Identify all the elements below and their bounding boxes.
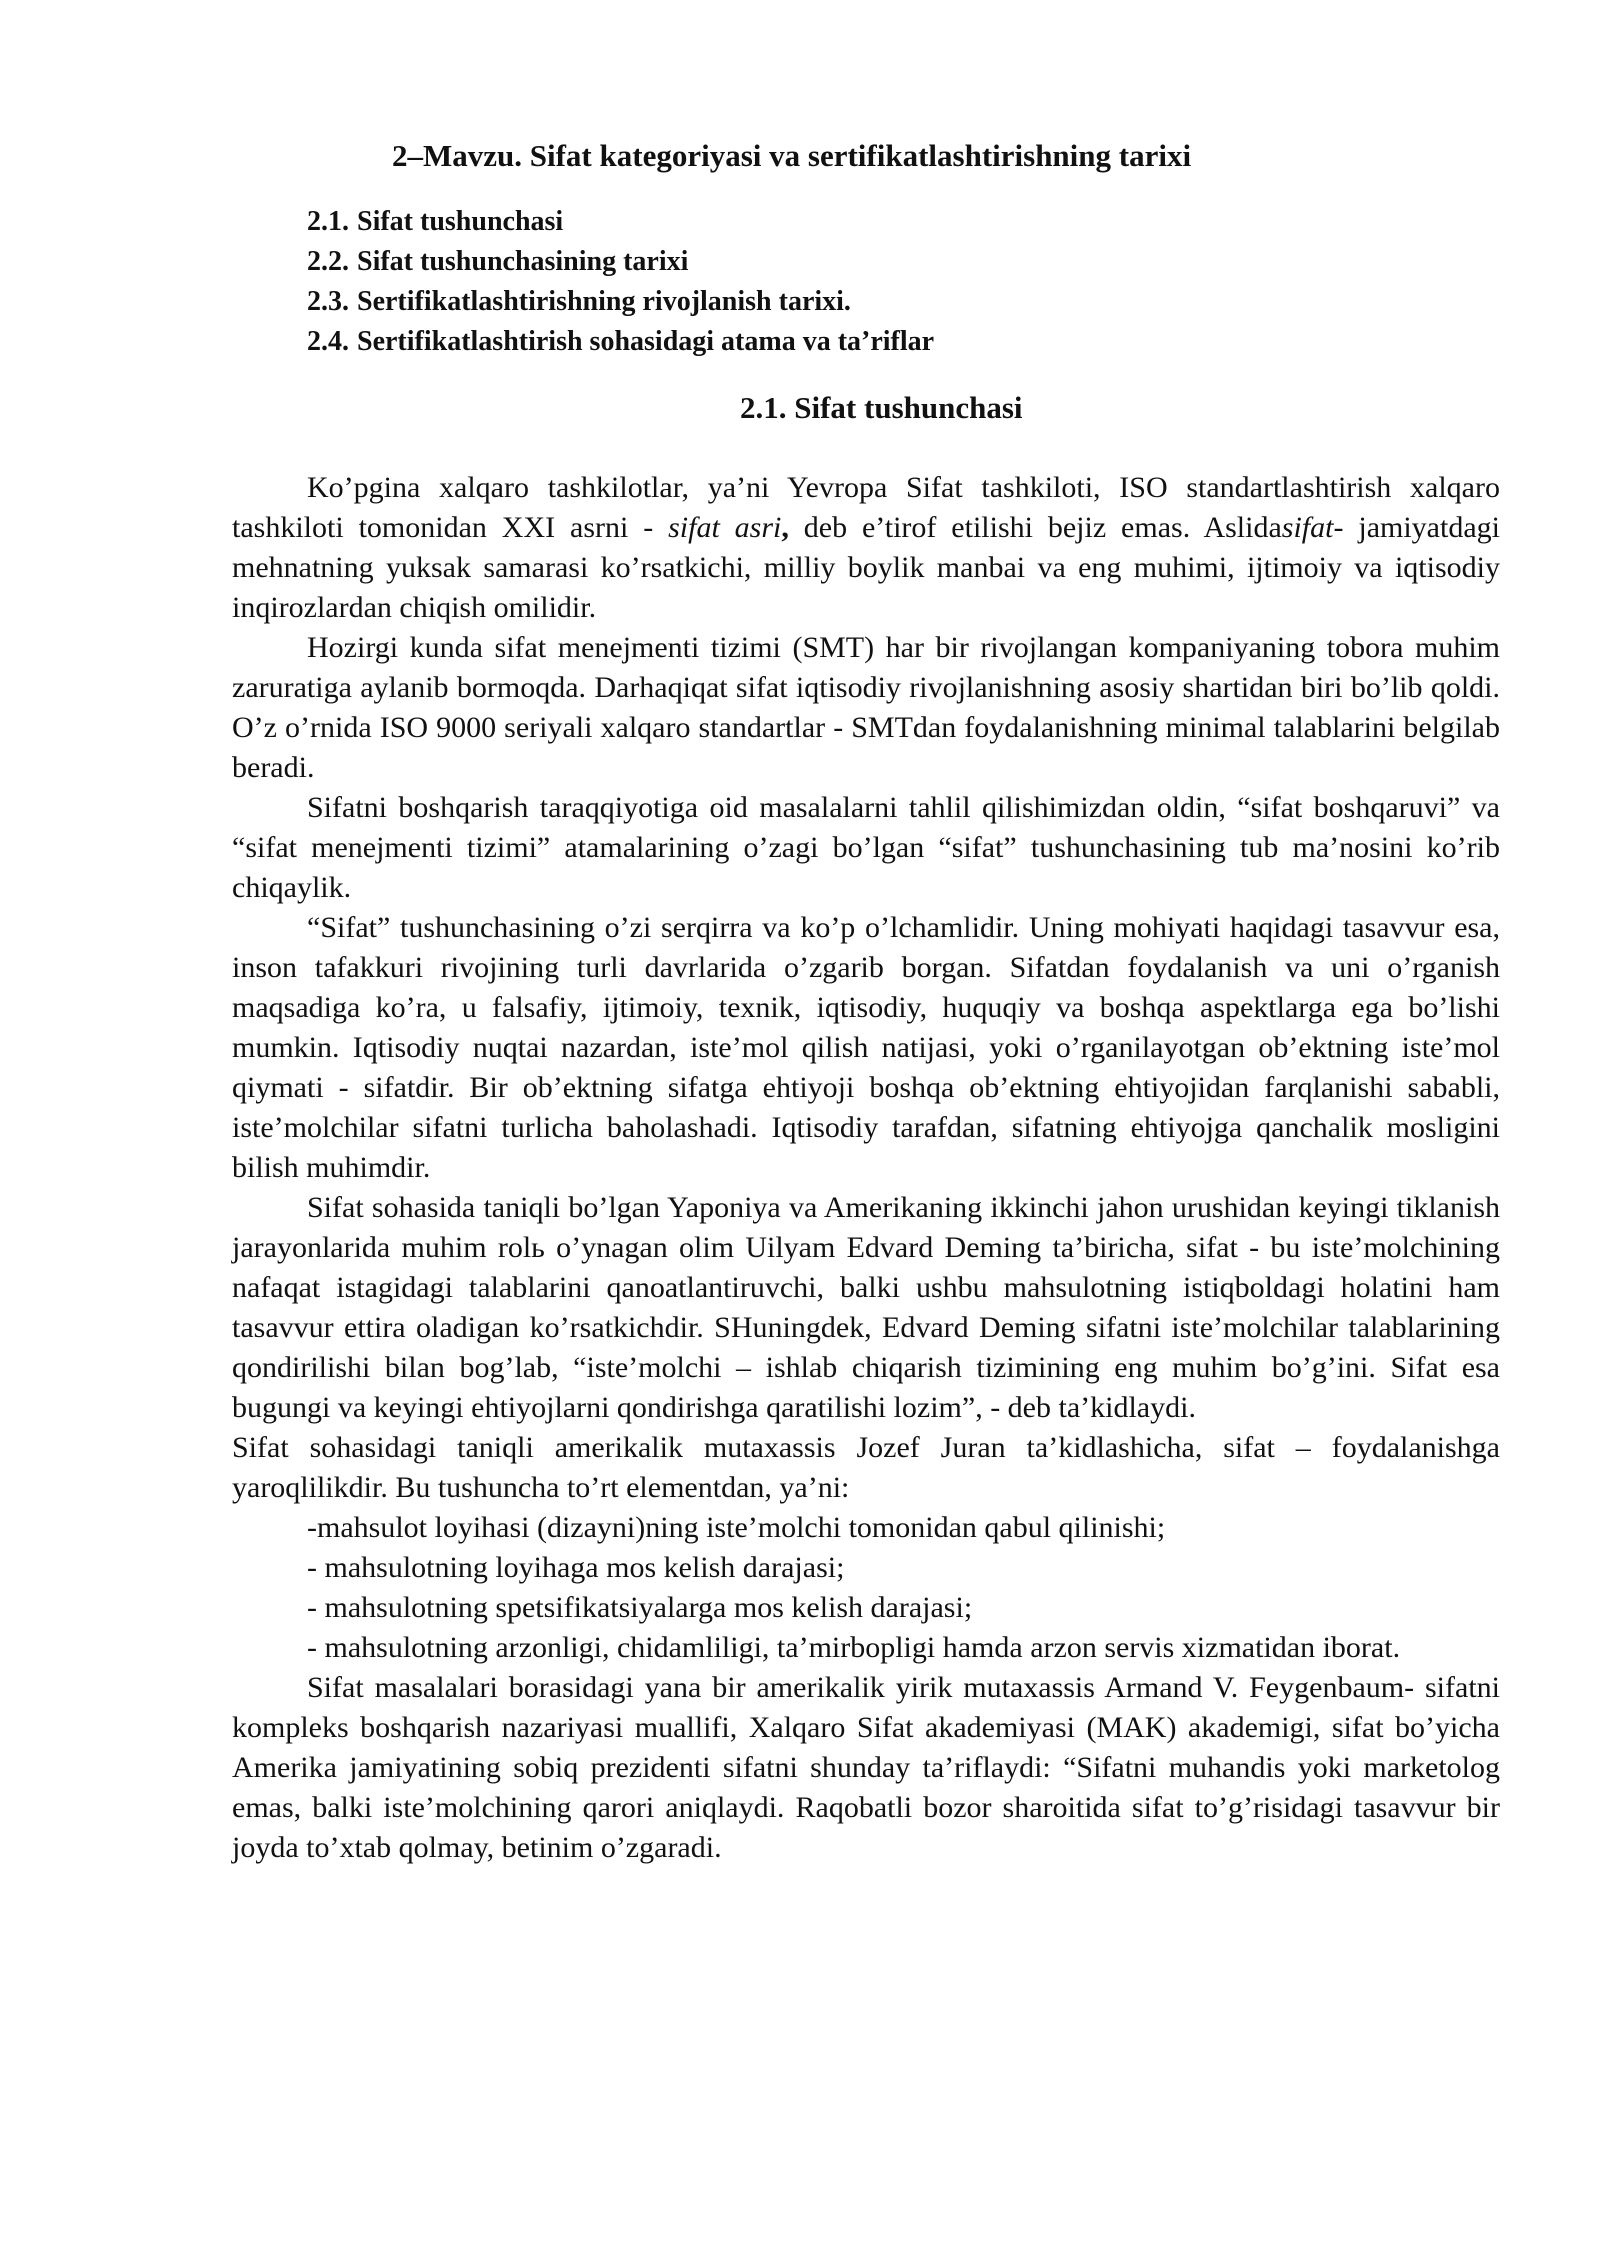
- paragraph-2: Hozirgi kunda sifat menejmenti tizimi (SMT) har bir rivojlangan kompaniyaning tobora muhim zaruratiga aylanib bormoqda. Darhaqiqat sifat iqtisodiy rivojlanishning asosiy shartidan biri bo’lib qoldi. O’z o’rnida ISO 9000 seriyali xalqaro standartlar - SMTdan foydalanishning minimal talablarini belgilab beradi.: [232, 631, 1500, 784]
- toc-item-text: Sertifikatlashtirishning rivojlanish tarixi.: [357, 286, 851, 317]
- toc-item-number: 2.1.: [307, 206, 349, 237]
- paragraph-5: Sifat sohasida taniqli bo’lgan Yaponiya va Amerikaning ikkinchi jahon urushidan keyingi tiklanish jarayonlarida muhim rolь o’ynagan olim Uilyam Edvard Deming ta’biricha, sifat - bu iste’molchining nafaqat istagidagi talablarini qanoatlantiruvchi, balki ushbu mahsulotning istiqboldagi holatini ham tasavvur ettira oladigan ko’rsatkichdir. SHuningdek, Edvard Deming sifatni iste’molchilar talablarining qondirilishi bilan bog’lab, “iste’molchi – ishlab chiqarish tizimining eng muhim bo’g’ini. Sifat esa bugungi va keyingi ehtiyojlarni qondirishga qaratilishi lozim”, - deb ta’kidlaydi.: [232, 1191, 1500, 1424]
- document-page: [232, 136, 1500, 1868]
- toc-item-text: Sifat tushunchasining tarixi: [357, 246, 689, 277]
- toc-item-text: Sertifikatlashtirish sohasidagi atama va ta’riflar: [357, 326, 935, 357]
- toc-item-number: 2.2.: [307, 246, 349, 277]
- list-item: - mahsulotning spetsifikatsiyalarga mos kelish darajasi;: [307, 1591, 973, 1624]
- toc-item: [307, 242, 1500, 282]
- toc-item-text: Sifat tushunchasi: [357, 206, 564, 237]
- paragraph-1-part-a: Ko’pgina xalqaro tashkilotlar, ya’ni Yevropa Sifat tashkiloti, ISO standartlashtirish xalqaro tashkiloti tomonidan XXI asrni -: [232, 471, 1500, 544]
- toc-item-number: 2.4.: [307, 326, 349, 357]
- paragraph-1-part-f: - jamiyatdagi mehnatning yuksak samarasi ko’rsatkichi, milliy boylik manbai va eng muhimi, ijtimoiy va iqtisodiy inqirozlardan chiqish omilidir.: [232, 511, 1500, 624]
- paragraph-6: Sifat sohasidagi taniqli amerikalik mutaxassis Jozef Juran ta’kidlashicha, sifat – foydalanishga yaroqlilikdir. Bu tushuncha to’rt elementdan, ya’ni:: [232, 1431, 1500, 1504]
- list-item: - mahsulotning loyihaga mos kelish darajasi;: [307, 1551, 845, 1584]
- paragraph-1-comma: ,: [781, 511, 789, 544]
- paragraph-4: “Sifat” tushunchasining o’zi serqirra va ko’p o’lchamlidir. Uning mohiyati haqidagi tasavvur esa, inson tafakkuri rivojining turli davrlarida o’zgarib borgan. Sifatdan foydalanish va uni o’rganish maqsadiga ko’ra, u falsafiy, ijtimoiy, texnik, iqtisodiy, huquqiy va boshqa aspektlarga ega bo’lishi mumkin. Iqtisodiy nuqtai nazardan, iste’mol qilish natijasi, yoki o’rganilayotgan ob’ektning iste’mol qiymati - sifatdir. Bir ob’ektning sifatga ehtiyoji boshqa ob’ektning ehtiyojidan farqlanishi sababli, iste’molchilar sifatni turlicha baholashadi. Iqtisodiy tarafdan, sifatning ehtiyojga qanchalik mosligini bilish muhimdir.: [232, 911, 1500, 1184]
- section-title: 2.1. Sifat tushunchasi: [740, 390, 1023, 425]
- paragraph-1-emphasis-sifat-asri: sifat asri: [668, 511, 782, 544]
- toc-item: [307, 202, 1500, 242]
- list-item: -mahsulot loyihasi (dizayni)ning iste’molchi tomonidan qabul qilinishi;: [307, 1511, 1166, 1544]
- table-of-contents: [232, 202, 1500, 362]
- toc-item: [307, 282, 1500, 322]
- paragraph-7: Sifat masalalari borasidagi yana bir amerikalik yirik mutaxassis Armand V. Feygenbaum- sifatni kompleks boshqarish nazariyasi muallifi, Xalqaro Sifat akademiyasi (MAK) akademigi, sifat bo’yicha Amerika jamiyatining sobiq prezidenti sifatni shunday ta’riflaydi: “Sifatni muhandis yoki marketolog emas, balki iste’molchining qarori aniqlaydi. Raqobatli bozor sharoitida sifat to’g’risidagi tasavvur bir joyda to’xtab qolmay, betinim o’zgaradi.: [232, 1671, 1500, 1864]
- toc-item-number: 2.3.: [307, 286, 349, 317]
- list-item: - mahsulotning arzonligi, chidamliligi, ta’mirbopligi hamda arzon servis xizmatidan iborat.: [307, 1631, 1401, 1664]
- document-title: 2–Mavzu. Sifat kategoriyasi va sertifikatlashtirishning tarixi: [392, 138, 1192, 173]
- paragraph-3: Sifatni boshqarish taraqqiyotiga oid masalalarni tahlil qilishimizdan oldin, “sifat boshqaruvi” va “sifat menejmenti tizimi” atamalarining o’zagi bo’lgan “sifat” tushunchasining tub ma’nosini ko’rib chiqaylik.: [232, 791, 1500, 904]
- toc-item: [307, 322, 1500, 362]
- paragraph-1-part-d: deb e’tirof etilishi bejiz emas. Aslida: [788, 511, 1282, 544]
- paragraph-1: [232, 468, 1500, 628]
- paragraph-1-emphasis-sifat: sifat: [1281, 511, 1334, 544]
